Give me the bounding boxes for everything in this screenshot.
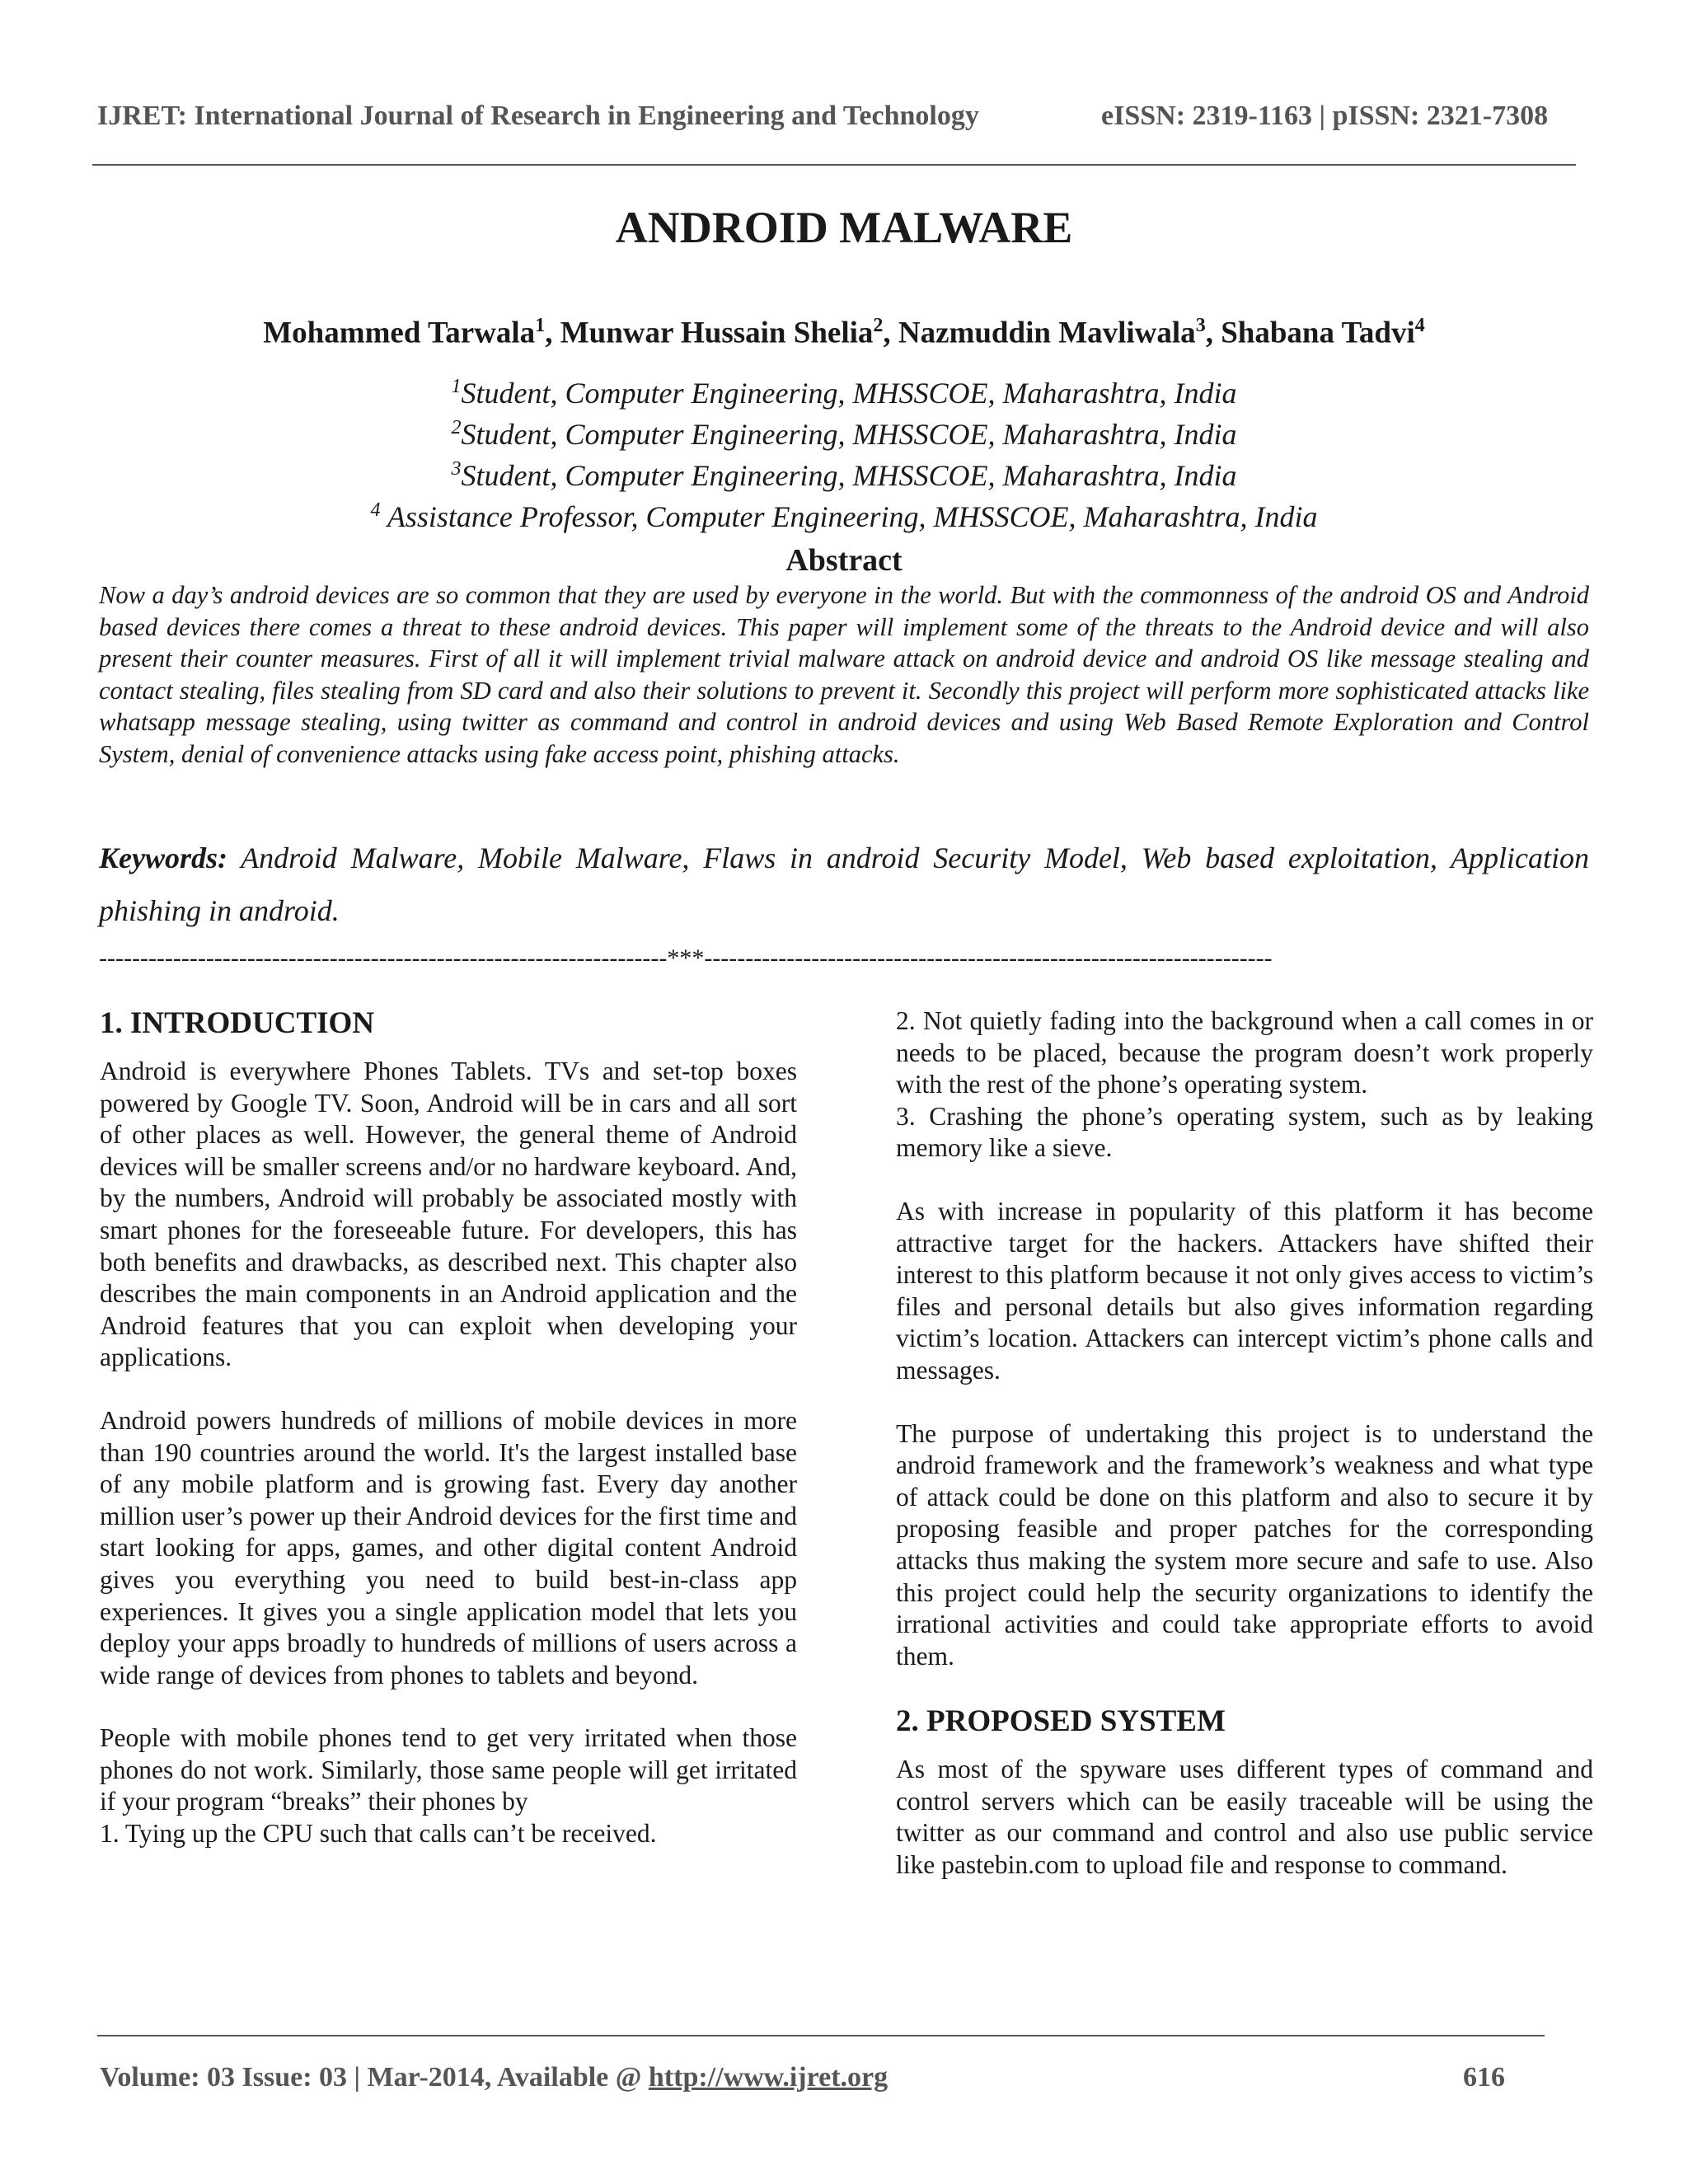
list-item: 2. Not quietly fading into the background when a call comes in or needs to be placed, because the program doesn’t work properly with the rest of the phone’s operating system.	[896, 1006, 1593, 1099]
affiliation-list	[0, 369, 1688, 534]
proposed-heading: 2. PROPOSED SYSTEM	[896, 1704, 1226, 1739]
affiliation	[0, 452, 1688, 493]
right-column	[896, 1005, 1593, 1913]
author-name: Mohammed Tarwala	[263, 316, 536, 350]
intro-paragraph: As with increase in popularity of this platform it has become attractive target for the hackers. Attackers have shifted their interest to this platform because it not only gives access to victim’s files and personal details but also gives information regarding victim’s location. Attackers can intercept victim’s phone calls and messages.	[896, 1196, 1593, 1385]
affiliation-text: Student, Computer Engineering, MHSSCOE, Maharashtra, India	[461, 418, 1237, 451]
author-sup: 4	[1414, 315, 1425, 336]
abstract-text: Now a day’s android devices are so common that they are used by everyone in the world. But with the commonness of the android OS and Android based devices there comes a threat to these android devices. This paper will implement some of the threats to the Android device and will also present their counter measures. First of all it will implement trivial malware attack on android device and android OS like message stealing and contact stealing, files stealing from SD card and also their solutions to prevent it. Secondly this project will perform more sophisticated attacks like whatsapp message stealing, using twitter as command and control in android devices and using Web Based Remote Exploration and Control System, denial of convenience attacks using fake access point, phishing attacks.	[99, 581, 1589, 768]
author-name: Munwar Hussain Shelia	[560, 316, 874, 350]
footer-link[interactable]: http://www.ijret.org	[648, 2062, 889, 2093]
list-item: 1. Tying up the CPU such that calls can’t be received.	[100, 1819, 657, 1849]
affiliation-text: Student, Computer Engineering, MHSSCOE, Maharashtra, India	[461, 377, 1237, 410]
paper-title: ANDROID MALWARE	[615, 203, 1073, 252]
issn-header: eISSN: 2319-1163 | pISSN: 2321-7308	[1101, 101, 1549, 131]
affiliation-text: Assistance Professor, Computer Engineering, MHSSCOE, Maharashtra, India	[380, 500, 1318, 533]
abstract-heading: Abstract	[785, 543, 903, 578]
affiliation-sup: 1	[451, 376, 462, 397]
affiliation-sup: 3	[451, 458, 462, 480]
footer-volume-text: Volume: 03 Issue: 03 | Mar-2014, Available @	[100, 2062, 649, 2093]
author-list: Mohammed Tarwala$^1$, Munwar Hussain Shelia$^2$, Nazmuddin Mavliwala$^3$, Shabana Tadvi$^4$	[263, 315, 1425, 350]
header-rule	[92, 164, 1576, 166]
footer-volume	[100, 2062, 888, 2093]
affiliation	[0, 493, 1688, 534]
keywords-label: Keywords:	[99, 841, 227, 874]
proposed-paragraph: As most of the spyware uses different types of command and control servers which can be easily traceable will be using the twitter as our command and control and also use public service like pastebin.com to upload file and response to command.	[896, 1755, 1593, 1880]
affiliation	[0, 369, 1688, 410]
intro-paragraph: Android is everywhere Phones Tablets. TVs and set-top boxes powered by Google TV. Soon, Android will be in cars and all sort of other places as well. However, the general theme of Android devices will be smaller screens and/or no hardware keyboard. And, by the numbers, Android will probably be associated mostly with smart phones for the foreseeable future. For developers, this has both benefits and drawbacks, as described next. This chapter also describes the main components in an Android application and the Android features that you can exploit when developing your applications.	[100, 1057, 797, 1372]
author-sup: 1	[535, 315, 546, 336]
intro-paragraph: Android powers hundreds of millions of mobile devices in more than 190 countries around the world. It's the largest installed base of any mobile platform and is growing fast. Every day another million user’s power up their Android devices for the first time and start looking for apps, games, and other digital content Android gives you everything you need to build best-in-class app experiences. It gives you a single application model that lets you deploy your apps broadly to hundreds of millions of users across a wide range of devices from phones to tablets and beyond.	[100, 1405, 797, 1690]
keywords	[99, 832, 1589, 937]
affiliation-sup: 4	[370, 499, 381, 521]
author-sup: 3	[1195, 315, 1206, 336]
intro-paragraph: The purpose of undertaking this project is to understand the android framework and the framework’s weakness and what type of attack could be done on this platform and also to secure it by proposing feasible and proper patches for the corresponding attacks thus making the system more secure and safe to use. Also this project could help the security organizations to identify the irrational activities and could take appropriate efforts to avoid them.	[896, 1418, 1593, 1671]
intro-paragraph: People with mobile phones tend to get very irritated when those phones do not work. Similarly, those same people will get irritated if your program “breaks” their phones by	[100, 1723, 797, 1816]
author-sup: 2	[873, 315, 884, 336]
section-separator: ---------------------------------------------------------------------***---------------------------------------------------------------------	[99, 944, 1273, 972]
affiliation-text: Student, Computer Engineering, MHSSCOE, Maharashtra, India	[461, 459, 1237, 492]
keywords-text: Android Malware, Mobile Malware, Flaws in android Security Model, Web based exploitation, Application phishing in android.	[99, 841, 1589, 927]
affiliation	[0, 410, 1688, 452]
list-item: 3. Crashing the phone’s operating system, such as by leaking memory like a sieve.	[896, 1101, 1593, 1163]
author-name: Nazmuddin Mavliwala	[898, 316, 1196, 350]
intro-heading: 1. INTRODUCTION	[100, 1006, 375, 1040]
author-name: Shabana Tadvi	[1221, 316, 1415, 350]
footer-rule	[97, 2035, 1545, 2036]
page-number: 616	[1463, 2062, 1505, 2093]
left-column	[100, 1005, 797, 1850]
journal-header: IJRET: International Journal of Research in Engineering and Technology	[97, 101, 979, 131]
affiliation-sup: 2	[451, 417, 462, 438]
